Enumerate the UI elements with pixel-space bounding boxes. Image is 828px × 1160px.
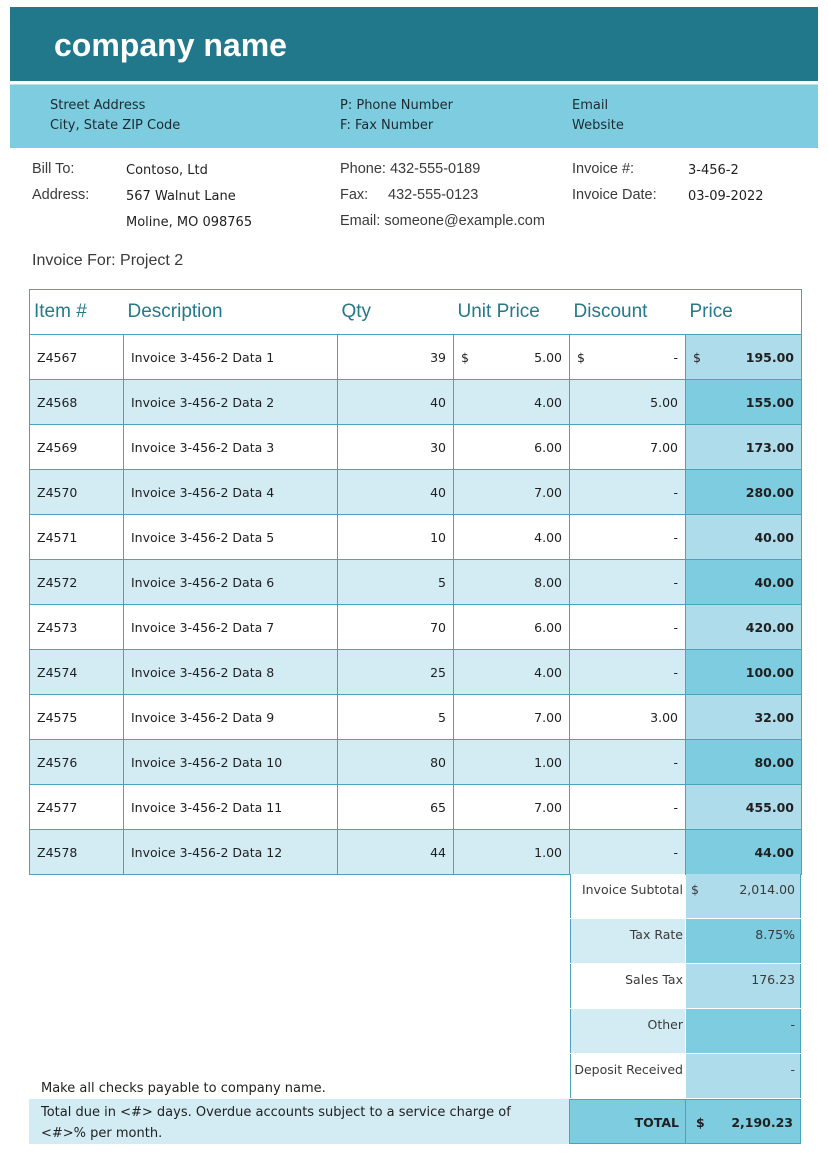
price-cell: 420.00 bbox=[686, 605, 802, 650]
item-number-cell: Z4568 bbox=[30, 380, 124, 425]
discount-cell: - bbox=[570, 785, 686, 830]
other-label: Other bbox=[570, 1009, 685, 1053]
description-cell: Invoice 3-456-2 Data 7 bbox=[124, 605, 338, 650]
total-label: TOTAL bbox=[634, 1115, 679, 1130]
description-cell: Invoice 3-456-2 Data 2 bbox=[124, 380, 338, 425]
price-cell: 155.00 bbox=[686, 380, 802, 425]
table-row bbox=[30, 470, 802, 515]
qty-cell: 39 bbox=[338, 335, 454, 380]
header-discount: Discount bbox=[570, 290, 686, 335]
unit-price-cell: 7.00 bbox=[454, 470, 570, 515]
total-value: 2,190.23 bbox=[731, 1115, 793, 1130]
item-number-cell: Z4569 bbox=[30, 425, 124, 470]
tax-rate-label: Tax Rate bbox=[570, 919, 685, 963]
subtotal-currency: $ bbox=[691, 882, 699, 897]
description-cell: Invoice 3-456-2 Data 10 bbox=[124, 740, 338, 785]
company-address bbox=[50, 96, 180, 136]
unit-price-cell: 8.00 bbox=[454, 560, 570, 605]
item-number-cell: Z4567 bbox=[30, 335, 124, 380]
item-number-cell: Z4575 bbox=[30, 695, 124, 740]
invoice-number-label: Invoice #: bbox=[572, 161, 635, 177]
description-cell: Invoice 3-456-2 Data 5 bbox=[124, 515, 338, 560]
unit-price-cell: 1.00 bbox=[454, 740, 570, 785]
qty-cell: 10 bbox=[338, 515, 454, 560]
qty-cell: 40 bbox=[338, 470, 454, 515]
price-cell: 280.00 bbox=[686, 470, 802, 515]
currency-symbol: $ bbox=[577, 349, 585, 365]
table-row bbox=[30, 560, 802, 605]
company-email: Email bbox=[572, 98, 609, 113]
description-cell: Invoice 3-456-2 Data 6 bbox=[124, 560, 338, 605]
address-strip bbox=[10, 84, 818, 148]
table-row bbox=[30, 830, 802, 875]
total-row bbox=[569, 1099, 801, 1144]
description-cell: Invoice 3-456-2 Data 3 bbox=[124, 425, 338, 470]
discount-cell: - bbox=[570, 470, 686, 515]
qty-cell: 25 bbox=[338, 650, 454, 695]
header-qty: Qty bbox=[338, 290, 454, 335]
invoice-for: Invoice For: Project 2 bbox=[32, 252, 184, 269]
discount-cell: - bbox=[570, 650, 686, 695]
qty-cell: 5 bbox=[338, 560, 454, 605]
description-cell: Invoice 3-456-2 Data 12 bbox=[124, 830, 338, 875]
address-label: Address: bbox=[32, 187, 90, 203]
item-number-cell: Z4573 bbox=[30, 605, 124, 650]
table-header-row bbox=[30, 290, 802, 335]
table-row bbox=[30, 425, 802, 470]
description-cell: Invoice 3-456-2 Data 8 bbox=[124, 650, 338, 695]
description-cell: Invoice 3-456-2 Data 4 bbox=[124, 470, 338, 515]
invoice-date-label: Invoice Date: bbox=[572, 187, 657, 203]
bill-to-label: Bill To: bbox=[32, 161, 75, 177]
header-banner bbox=[10, 7, 818, 81]
table-row bbox=[30, 650, 802, 695]
unit-price-cell: 4.00 bbox=[454, 380, 570, 425]
table-row bbox=[30, 740, 802, 785]
street-address: Street Address bbox=[50, 98, 146, 113]
item-number-cell: Z4571 bbox=[30, 515, 124, 560]
invoice-items-table bbox=[29, 289, 802, 875]
description-cell: Invoice 3-456-2 Data 9 bbox=[124, 695, 338, 740]
unit-price-cell: 7.00 bbox=[454, 695, 570, 740]
price-cell: 44.00 bbox=[686, 830, 802, 875]
qty-cell: 80 bbox=[338, 740, 454, 785]
description-cell: Invoice 3-456-2 Data 1 bbox=[124, 335, 338, 380]
discount-cell: - bbox=[570, 515, 686, 560]
unit-price-cell: 1.00 bbox=[454, 830, 570, 875]
sales-tax-value: 176.23 bbox=[686, 964, 801, 1008]
table-body bbox=[30, 335, 802, 875]
tax-rate-value: 8.75% bbox=[686, 919, 801, 963]
discount-cell: - bbox=[570, 740, 686, 785]
item-number-cell: Z4577 bbox=[30, 785, 124, 830]
header-description: Description bbox=[124, 290, 338, 335]
table-row bbox=[30, 785, 802, 830]
header-item: Item # bbox=[30, 290, 124, 335]
unit-price-cell: 7.00 bbox=[454, 785, 570, 830]
sales-tax-label: Sales Tax bbox=[570, 964, 685, 1008]
table-row bbox=[30, 515, 802, 560]
unit-price-cell bbox=[454, 335, 570, 380]
client-phone: Phone: 432-555-0189 bbox=[340, 161, 481, 177]
item-number-cell: Z4570 bbox=[30, 470, 124, 515]
address-line2: Moline, MO 098765 bbox=[126, 215, 253, 230]
header-unit-price: Unit Price bbox=[454, 290, 570, 335]
price-cell: 455.00 bbox=[686, 785, 802, 830]
client-email: Email: someone@example.com bbox=[340, 213, 545, 229]
discount-cell: 7.00 bbox=[570, 425, 686, 470]
price-cell: 40.00 bbox=[686, 560, 802, 605]
invoice-date: 03-09-2022 bbox=[688, 189, 764, 204]
subtotal-value: 2,014.00 bbox=[739, 882, 795, 897]
discount-cell: - bbox=[570, 830, 686, 875]
deposit-value: - bbox=[686, 1054, 801, 1098]
unit-price-cell: 6.00 bbox=[454, 425, 570, 470]
header-price: Price bbox=[686, 290, 802, 335]
discount-value: - bbox=[673, 349, 678, 365]
price-cell: 100.00 bbox=[686, 650, 802, 695]
unit-price-cell: 4.00 bbox=[454, 515, 570, 560]
table-row bbox=[30, 380, 802, 425]
discount-cell: 3.00 bbox=[570, 695, 686, 740]
qty-cell: 65 bbox=[338, 785, 454, 830]
currency-symbol: $ bbox=[461, 349, 469, 365]
price-cell: 32.00 bbox=[686, 695, 802, 740]
qty-cell: 30 bbox=[338, 425, 454, 470]
company-name: company name bbox=[54, 27, 287, 63]
item-number-cell: Z4574 bbox=[30, 650, 124, 695]
subtotal-label: Invoice Subtotal bbox=[570, 874, 685, 918]
description-cell: Invoice 3-456-2 Data 11 bbox=[124, 785, 338, 830]
price-value: 195.00 bbox=[745, 349, 794, 365]
qty-cell: 40 bbox=[338, 380, 454, 425]
address-line1: 567 Walnut Lane bbox=[126, 189, 236, 204]
invoice-number: 3-456-2 bbox=[688, 163, 739, 178]
discount-cell bbox=[570, 335, 686, 380]
terms-note: Total due in <#> days. Overdue accounts subject to a service charge of <#>% per month. bbox=[29, 1099, 569, 1144]
total-currency: $ bbox=[696, 1115, 705, 1130]
other-value: - bbox=[686, 1009, 801, 1053]
item-number-cell: Z4578 bbox=[30, 830, 124, 875]
discount-cell: - bbox=[570, 560, 686, 605]
company-fax: F: Fax Number bbox=[340, 118, 434, 133]
unit-price-cell: 4.00 bbox=[454, 650, 570, 695]
company-phone: P: Phone Number bbox=[340, 98, 453, 113]
table-row bbox=[30, 335, 802, 380]
qty-cell: 5 bbox=[338, 695, 454, 740]
table-row bbox=[30, 695, 802, 740]
bill-to-value: Contoso, Ltd bbox=[126, 163, 208, 178]
client-fax-value: 432-555-0123 bbox=[388, 187, 479, 203]
subtotal-cell bbox=[686, 874, 801, 918]
table-row bbox=[30, 605, 802, 650]
unit-price-cell: 6.00 bbox=[454, 605, 570, 650]
price-cell: 80.00 bbox=[686, 740, 802, 785]
checks-note: Make all checks payable to company name. bbox=[41, 1081, 326, 1096]
qty-cell: 70 bbox=[338, 605, 454, 650]
price-cell bbox=[686, 335, 802, 380]
company-contact bbox=[340, 96, 453, 136]
item-number-cell: Z4576 bbox=[30, 740, 124, 785]
item-number-cell: Z4572 bbox=[30, 560, 124, 605]
discount-cell: 5.00 bbox=[570, 380, 686, 425]
price-cell: 173.00 bbox=[686, 425, 802, 470]
unit-price-value: 5.00 bbox=[534, 349, 562, 365]
client-fax-label: Fax: bbox=[340, 187, 369, 203]
qty-cell: 44 bbox=[338, 830, 454, 875]
company-online bbox=[572, 96, 624, 136]
company-website: Website bbox=[572, 118, 624, 133]
discount-cell: - bbox=[570, 605, 686, 650]
price-cell: 40.00 bbox=[686, 515, 802, 560]
deposit-label: Deposit Received bbox=[570, 1054, 685, 1098]
city-state-zip: City, State ZIP Code bbox=[50, 118, 181, 133]
currency-symbol: $ bbox=[693, 349, 701, 365]
